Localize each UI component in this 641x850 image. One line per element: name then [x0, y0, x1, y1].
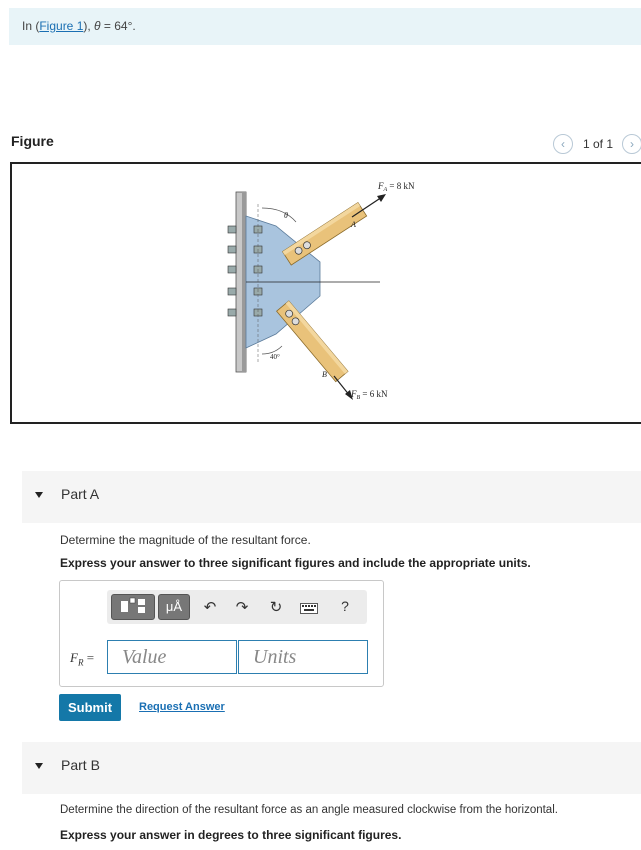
collapse-caret-icon[interactable]	[35, 492, 43, 498]
theta-value: = 64°.	[100, 19, 136, 33]
chevron-right-icon[interactable]: ›	[622, 134, 641, 154]
intro-suffix: ),	[83, 19, 95, 33]
part-a-header[interactable]	[22, 471, 641, 523]
reset-icon[interactable]: ↻	[269, 599, 283, 616]
undo-icon[interactable]: ↶	[203, 599, 217, 616]
force-b-label: $F_B = 6$ kN	[351, 389, 388, 401]
units-input[interactable]: Units	[238, 640, 368, 674]
collapse-caret-icon[interactable]	[35, 763, 43, 769]
part-b-header[interactable]	[22, 742, 641, 794]
keyboard-icon[interactable]	[300, 601, 318, 618]
figure-pager: 1 of 1	[583, 137, 614, 151]
answer-panel	[59, 580, 384, 687]
redo-icon[interactable]: ↷	[235, 599, 249, 616]
theta-arc	[262, 208, 296, 222]
template-icon[interactable]	[111, 594, 155, 620]
units-button[interactable]: μÅ	[158, 594, 190, 620]
part-b-instruction: Express your answer in degrees to three significant figures.	[60, 828, 402, 842]
force-a-label: $F_A = 8$ kN	[378, 181, 415, 193]
member-b	[277, 301, 348, 382]
submit-button[interactable]: Submit	[59, 694, 121, 721]
request-answer-link[interactable]: Request Answer	[139, 701, 225, 713]
part-a-instruction: Express your answer to three significant figures and include the appropriate units.	[60, 556, 531, 570]
theta-symbol: θ	[94, 19, 101, 33]
figure-panel	[10, 162, 641, 424]
member-a	[282, 203, 366, 265]
force-a-arrowhead	[377, 194, 386, 202]
part-a-title: Part A	[61, 486, 100, 502]
theta-label: θ	[284, 211, 288, 220]
part-b-title: Part B	[61, 757, 100, 773]
point-b-label: B	[322, 370, 327, 379]
figure-link[interactable]: Figure 1	[39, 19, 84, 33]
point-a-label: A	[351, 220, 356, 229]
answer-label: $F_R$ =	[70, 650, 95, 668]
chevron-left-icon[interactable]: ‹	[553, 134, 573, 154]
part-b-question: Determine the direction of the resultant force as an angle measured clockwise from the horizontal.	[60, 804, 558, 816]
math-toolbar	[107, 590, 367, 624]
problem-statement	[9, 8, 641, 45]
forty-degree-label: 40°	[270, 353, 280, 361]
figure-heading: Figure	[11, 133, 54, 149]
part-a-question: Determine the magnitude of the resultant force.	[60, 533, 311, 547]
help-button[interactable]: ?	[341, 598, 349, 614]
value-input[interactable]: Value	[107, 640, 237, 674]
wall-edge	[242, 192, 246, 372]
bracket-diagram	[12, 164, 641, 422]
intro-prefix: In (	[22, 19, 40, 33]
